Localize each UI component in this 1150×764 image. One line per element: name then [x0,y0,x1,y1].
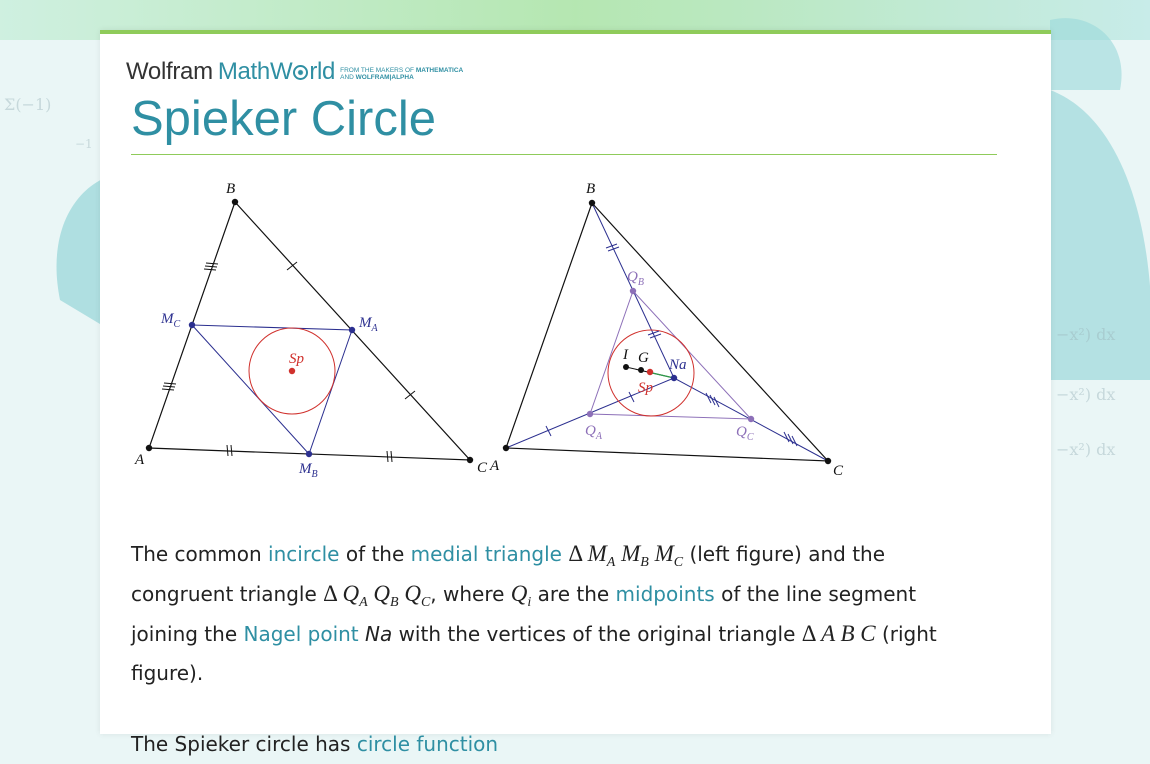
page-title: Spieker Circle [131,92,436,146]
left-label-mc: $M_C$ [161,311,181,330]
article-card [100,30,1051,756]
title-divider [131,154,997,155]
midpoints-link[interactable]: midpoints [615,582,715,606]
svg-text:−1: −1 [75,137,93,151]
right-label-qb: $Q_B$ [627,269,644,288]
nagel-point-link[interactable]: Nagel point [243,622,359,646]
left-label-sp: Sp [289,351,304,367]
svg-text:−x²) dx: −x²) dx [1056,325,1116,344]
right-label-sp: Sp [638,380,653,396]
math-triangle-abc: Δ A B C [801,621,876,646]
medial-triangle-link[interactable]: medial triangle [410,542,562,566]
paragraph-description: The common incircle of the medial triangle Δ $M_A$ $M_B$ $M_C$ (left figure) and the congruent triangle Δ $Q_A$ $Q_B$ $Q_C$, where $Q_i$ are the midpoints of the line segment joining the Nagel point Na with the vertices of the original triangle Δ A B C (right figure). [131,541,937,685]
incircle-link[interactable]: incircle [268,542,340,566]
right-label-a: A [490,458,500,474]
svg-text:Σ(−1): Σ(−1) [4,95,52,114]
spieker-circle-figure [130,174,860,484]
logo-tagline: FROM THE MAKERS OF MATHEMATICA AND WOLFRAM|ALPHA [340,67,464,81]
left-label-b: B [226,181,236,197]
globe-icon [293,65,308,80]
wolfram-mathworld-logo[interactable] [126,60,463,84]
right-label-na: Na [669,357,687,373]
right-label-c: C [833,463,844,479]
left-label-a: A [135,452,145,468]
circle-function-link[interactable]: circle function [356,732,499,756]
paragraph-circle-function: The Spieker circle has circle function [131,732,499,756]
right-label-qa: $Q_A$ [585,423,602,442]
left-label-mb: $M_B$ [299,461,318,480]
left-label-c: C [477,460,488,476]
nagel-symbol: Na [365,622,393,646]
right-label-b: B [586,181,596,197]
math-congruent-triangle: Δ $Q_A$ $Q_B$ $Q_C$ [323,581,431,610]
right-label-i: I [623,347,628,363]
logo-mathworld-text: MathW rld [217,58,336,85]
logo-wolfram-text: Wolfram [126,58,213,85]
left-figure [134,181,488,480]
left-label-ma: $M_A$ [359,315,378,334]
math-qi: $Q_i$ [510,581,532,610]
svg-text:−x²) dx: −x²) dx [1056,440,1116,459]
right-figure [489,181,844,479]
right-label-g: G [638,350,649,366]
math-medial-triangle: Δ $M_A$ $M_B$ $M_C$ [568,541,684,570]
article-body [131,534,971,764]
right-label-qc: $Q_C$ [736,424,754,443]
svg-text:−x²) dx: −x²) dx [1056,385,1116,404]
